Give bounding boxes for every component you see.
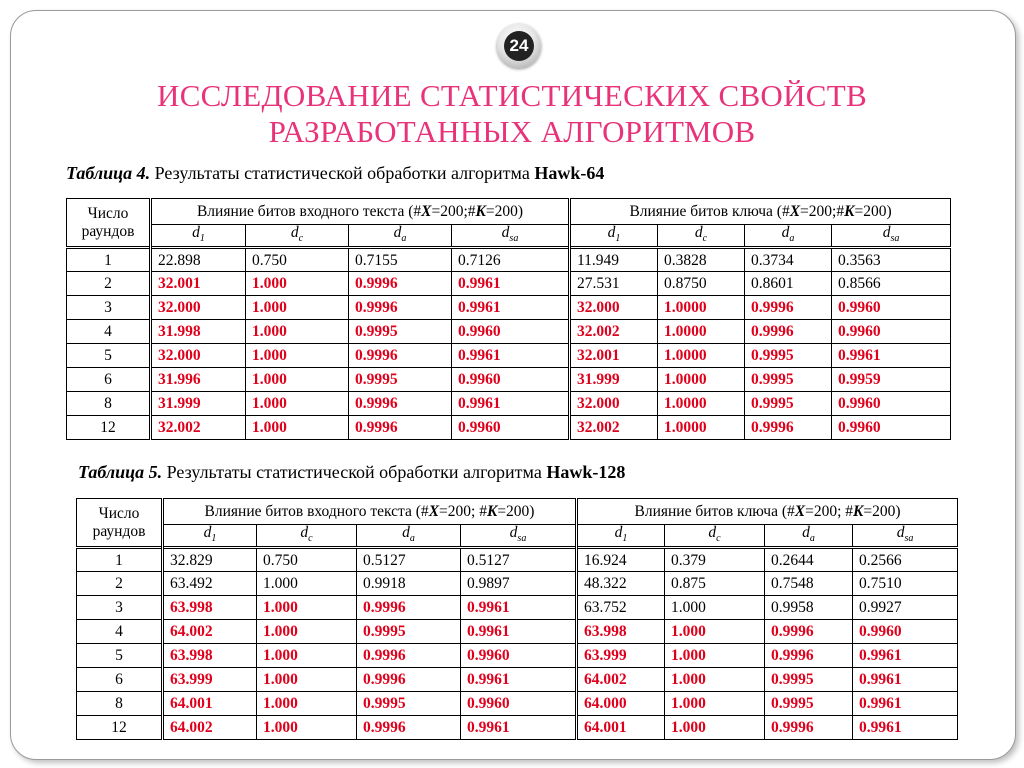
round-cell: 4: [67, 320, 151, 344]
round-cell: 4: [77, 620, 163, 644]
value-cell: 63.752: [577, 596, 665, 620]
value-cell: 0.9961: [461, 596, 577, 620]
value-cell: 1.0000: [658, 344, 745, 368]
value-cell: 1.000: [665, 644, 765, 668]
slide-title: [60, 78, 964, 150]
value-cell: 0.9996: [349, 344, 452, 368]
value-cell: 0.3828: [658, 248, 745, 272]
round-cell: 8: [67, 392, 151, 416]
round-cell: 8: [77, 692, 163, 716]
value-cell: 0.9961: [853, 644, 958, 668]
value-cell: 32.002: [151, 416, 246, 440]
value-cell: 31.998: [151, 320, 246, 344]
value-cell: 1.000: [257, 692, 357, 716]
table-row: [77, 620, 958, 644]
value-cell: 0.875: [665, 572, 765, 596]
value-cell: 0.8601: [745, 272, 832, 296]
value-cell: 0.9995: [357, 692, 461, 716]
metric-header-da: $d_a$: [765, 525, 853, 548]
value-cell: 0.9995: [349, 320, 452, 344]
value-cell: 0.9996: [349, 416, 452, 440]
value-cell: 1.0000: [658, 368, 745, 392]
value-cell: 0.9961: [461, 716, 577, 740]
value-cell: 1.0000: [658, 296, 745, 320]
table-row: [67, 392, 951, 416]
value-cell: 0.9995: [745, 344, 832, 368]
value-cell: 1.0000: [658, 392, 745, 416]
value-cell: 63.999: [163, 668, 257, 692]
metric-header-dc: $d_c$: [658, 225, 745, 248]
value-cell: 1.000: [257, 620, 357, 644]
value-cell: 63.998: [163, 596, 257, 620]
value-cell: 0.9995: [357, 620, 461, 644]
table-row: [77, 548, 958, 572]
value-cell: 0.750: [257, 548, 357, 572]
value-cell: 0.9960: [832, 320, 951, 344]
value-cell: 27.531: [570, 272, 658, 296]
value-cell: 0.9961: [452, 272, 570, 296]
table4-caption-text: Результаты статистической обработки алгоритма: [150, 163, 535, 183]
value-cell: 0.9961: [853, 692, 958, 716]
value-cell: 63.492: [163, 572, 257, 596]
round-cell: 12: [67, 416, 151, 440]
value-cell: 0.9960: [853, 620, 958, 644]
metric-header-dc: $d_c$: [246, 225, 349, 248]
value-cell: 0.2644: [765, 548, 853, 572]
value-cell: 1.000: [665, 668, 765, 692]
value-cell: 32.001: [570, 344, 658, 368]
value-cell: 0.9996: [745, 296, 832, 320]
value-cell: 0.8566: [832, 272, 951, 296]
value-cell: 0.9996: [357, 716, 461, 740]
value-cell: 64.002: [163, 716, 257, 740]
table-row: [77, 572, 958, 596]
metric-header-dsa: $d_{sa}$: [461, 525, 577, 548]
value-cell: 0.3563: [832, 248, 951, 272]
value-cell: 11.949: [570, 248, 658, 272]
round-cell: 3: [67, 296, 151, 320]
metric-header-dc: $d_c$: [257, 525, 357, 548]
value-cell: 0.9996: [765, 644, 853, 668]
value-cell: 0.9995: [765, 692, 853, 716]
slide-title-line2: РАЗРАБОТАННЫХ АЛГОРИТМОВ: [268, 114, 756, 149]
value-cell: 1.000: [257, 644, 357, 668]
value-cell: 32.829: [163, 548, 257, 572]
round-cell: 6: [67, 368, 151, 392]
value-cell: 0.9996: [349, 272, 452, 296]
value-cell: 1.000: [665, 716, 765, 740]
value-cell: 1.000: [257, 668, 357, 692]
metric-header-da: $d_a$: [745, 225, 832, 248]
value-cell: 0.9960: [832, 296, 951, 320]
round-cell: 2: [77, 572, 163, 596]
value-cell: 1.000: [246, 392, 349, 416]
round-cell: 1: [67, 248, 151, 272]
value-cell: 0.9960: [452, 320, 570, 344]
metric-header-d1: $d_1$: [163, 525, 257, 548]
metric-header-da: $d_a$: [349, 225, 452, 248]
value-cell: 31.999: [570, 368, 658, 392]
value-cell: 0.9961: [452, 392, 570, 416]
value-cell: 0.9961: [452, 344, 570, 368]
table4-caption-algorithm: Hawk-64: [534, 163, 605, 183]
table5-caption: [78, 461, 625, 483]
value-cell: 1.0000: [658, 416, 745, 440]
metric-header-dsa: $d_{sa}$: [832, 225, 951, 248]
value-cell: 0.7548: [765, 572, 853, 596]
value-cell: 0.9995: [765, 668, 853, 692]
page-number-badge: [497, 24, 541, 68]
value-cell: 0.9996: [357, 668, 461, 692]
value-cell: 0.9996: [357, 644, 461, 668]
table-row: [67, 416, 951, 440]
value-cell: 0.9961: [832, 344, 951, 368]
value-cell: 64.001: [163, 692, 257, 716]
value-cell: 0.9927: [853, 596, 958, 620]
value-cell: 63.999: [577, 644, 665, 668]
table-row: [67, 344, 951, 368]
value-cell: 1.000: [665, 596, 765, 620]
value-cell: 0.2566: [853, 548, 958, 572]
value-cell: 0.8750: [658, 272, 745, 296]
value-cell: 64.000: [577, 692, 665, 716]
table-row: [77, 668, 958, 692]
round-cell: 5: [67, 344, 151, 368]
table5-caption-text: Результаты статистической обработки алгоритма: [162, 462, 547, 482]
value-cell: 1.000: [246, 320, 349, 344]
value-cell: 63.998: [163, 644, 257, 668]
value-cell: 0.9918: [357, 572, 461, 596]
value-cell: 1.000: [257, 572, 357, 596]
table-row: [67, 248, 951, 272]
table-row: [67, 296, 951, 320]
value-cell: 1.0000: [658, 320, 745, 344]
table4-caption-label: Таблица 4.: [66, 163, 151, 183]
metric-header-dsa: $d_{sa}$: [452, 225, 570, 248]
value-cell: 48.322: [577, 572, 665, 596]
table4: [66, 198, 951, 440]
metric-header-d1: $d_1$: [151, 225, 246, 248]
value-cell: 0.9960: [452, 368, 570, 392]
metric-header-dsa: $d_{sa}$: [853, 525, 958, 548]
group-key-bits-header: Влияние битов ключа (#X=200;#K=200): [570, 199, 951, 225]
value-cell: 0.9961: [461, 620, 577, 644]
value-cell: 1.000: [246, 272, 349, 296]
value-cell: 0.9996: [349, 296, 452, 320]
value-cell: 32.000: [570, 392, 658, 416]
value-cell: 0.9996: [765, 716, 853, 740]
value-cell: 63.998: [577, 620, 665, 644]
table-row: [67, 368, 951, 392]
value-cell: 0.9995: [745, 368, 832, 392]
metric-header-da: $d_a$: [357, 525, 461, 548]
value-cell: 0.9996: [357, 596, 461, 620]
rounds-header: Число раундов: [77, 499, 163, 548]
value-cell: 0.9995: [349, 368, 452, 392]
value-cell: 0.9897: [461, 572, 577, 596]
value-cell: 31.999: [151, 392, 246, 416]
value-cell: 1.000: [665, 620, 765, 644]
value-cell: 0.9996: [745, 416, 832, 440]
value-cell: 0.9958: [765, 596, 853, 620]
round-cell: 12: [77, 716, 163, 740]
value-cell: 0.9960: [461, 692, 577, 716]
value-cell: 1.000: [257, 716, 357, 740]
value-cell: 0.9961: [452, 296, 570, 320]
table5-caption-label: Таблица 5.: [78, 462, 163, 482]
value-cell: 1.000: [257, 596, 357, 620]
value-cell: 0.9996: [349, 392, 452, 416]
table-row: [77, 644, 958, 668]
round-cell: 1: [77, 548, 163, 572]
metric-header-dc: $d_c$: [665, 525, 765, 548]
slide-title-line1: ИССЛЕДОВАНИЕ СТАТИСТИЧЕСКИХ СВОЙСТВ: [157, 78, 867, 113]
value-cell: 64.002: [577, 668, 665, 692]
value-cell: 32.000: [151, 296, 246, 320]
value-cell: 0.9996: [745, 320, 832, 344]
table-row: [77, 596, 958, 620]
value-cell: 0.9959: [832, 368, 951, 392]
value-cell: 32.000: [151, 344, 246, 368]
value-cell: 0.750: [246, 248, 349, 272]
table-row: [77, 716, 958, 740]
rounds-header: Число раундов: [67, 199, 151, 248]
round-cell: 5: [77, 644, 163, 668]
round-cell: 2: [67, 272, 151, 296]
value-cell: 64.001: [577, 716, 665, 740]
table-row: [77, 692, 958, 716]
value-cell: 32.002: [570, 320, 658, 344]
value-cell: 0.3734: [745, 248, 832, 272]
page-number: 24: [504, 31, 534, 61]
value-cell: 0.9961: [853, 716, 958, 740]
value-cell: 32.001: [151, 272, 246, 296]
value-cell: 1.000: [665, 692, 765, 716]
table5: [76, 498, 958, 740]
value-cell: 0.9961: [853, 668, 958, 692]
metric-header-d1: $d_1$: [570, 225, 658, 248]
value-cell: 1.000: [246, 416, 349, 440]
value-cell: 0.9960: [452, 416, 570, 440]
group-input-bits-header: Влияние битов входного текста (#X=200;#K=200): [151, 199, 570, 225]
value-cell: 0.9960: [832, 392, 951, 416]
group-key-bits-header: Влияние битов ключа (#X=200; #K=200): [577, 499, 958, 525]
table-row: [67, 320, 951, 344]
value-cell: 0.5127: [461, 548, 577, 572]
value-cell: 32.002: [570, 416, 658, 440]
round-cell: 3: [77, 596, 163, 620]
value-cell: 0.9960: [832, 416, 951, 440]
value-cell: 0.9960: [461, 644, 577, 668]
metric-header-d1: $d_1$: [577, 525, 665, 548]
value-cell: 1.000: [246, 296, 349, 320]
value-cell: 1.000: [246, 368, 349, 392]
value-cell: 0.9961: [461, 668, 577, 692]
value-cell: 1.000: [246, 344, 349, 368]
table5-caption-algorithm: Hawk-128: [546, 462, 626, 482]
value-cell: 64.002: [163, 620, 257, 644]
table4-caption: [66, 162, 604, 184]
group-input-bits-header: Влияние битов входного текста (#X=200; #K=200): [163, 499, 577, 525]
value-cell: 16.924: [577, 548, 665, 572]
value-cell: 0.9996: [765, 620, 853, 644]
table-row: [67, 272, 951, 296]
value-cell: 31.996: [151, 368, 246, 392]
value-cell: 32.000: [570, 296, 658, 320]
round-cell: 6: [77, 668, 163, 692]
value-cell: 0.7126: [452, 248, 570, 272]
value-cell: 0.7155: [349, 248, 452, 272]
value-cell: 0.5127: [357, 548, 461, 572]
value-cell: 22.898: [151, 248, 246, 272]
value-cell: 0.7510: [853, 572, 958, 596]
value-cell: 0.379: [665, 548, 765, 572]
value-cell: 0.9995: [745, 392, 832, 416]
